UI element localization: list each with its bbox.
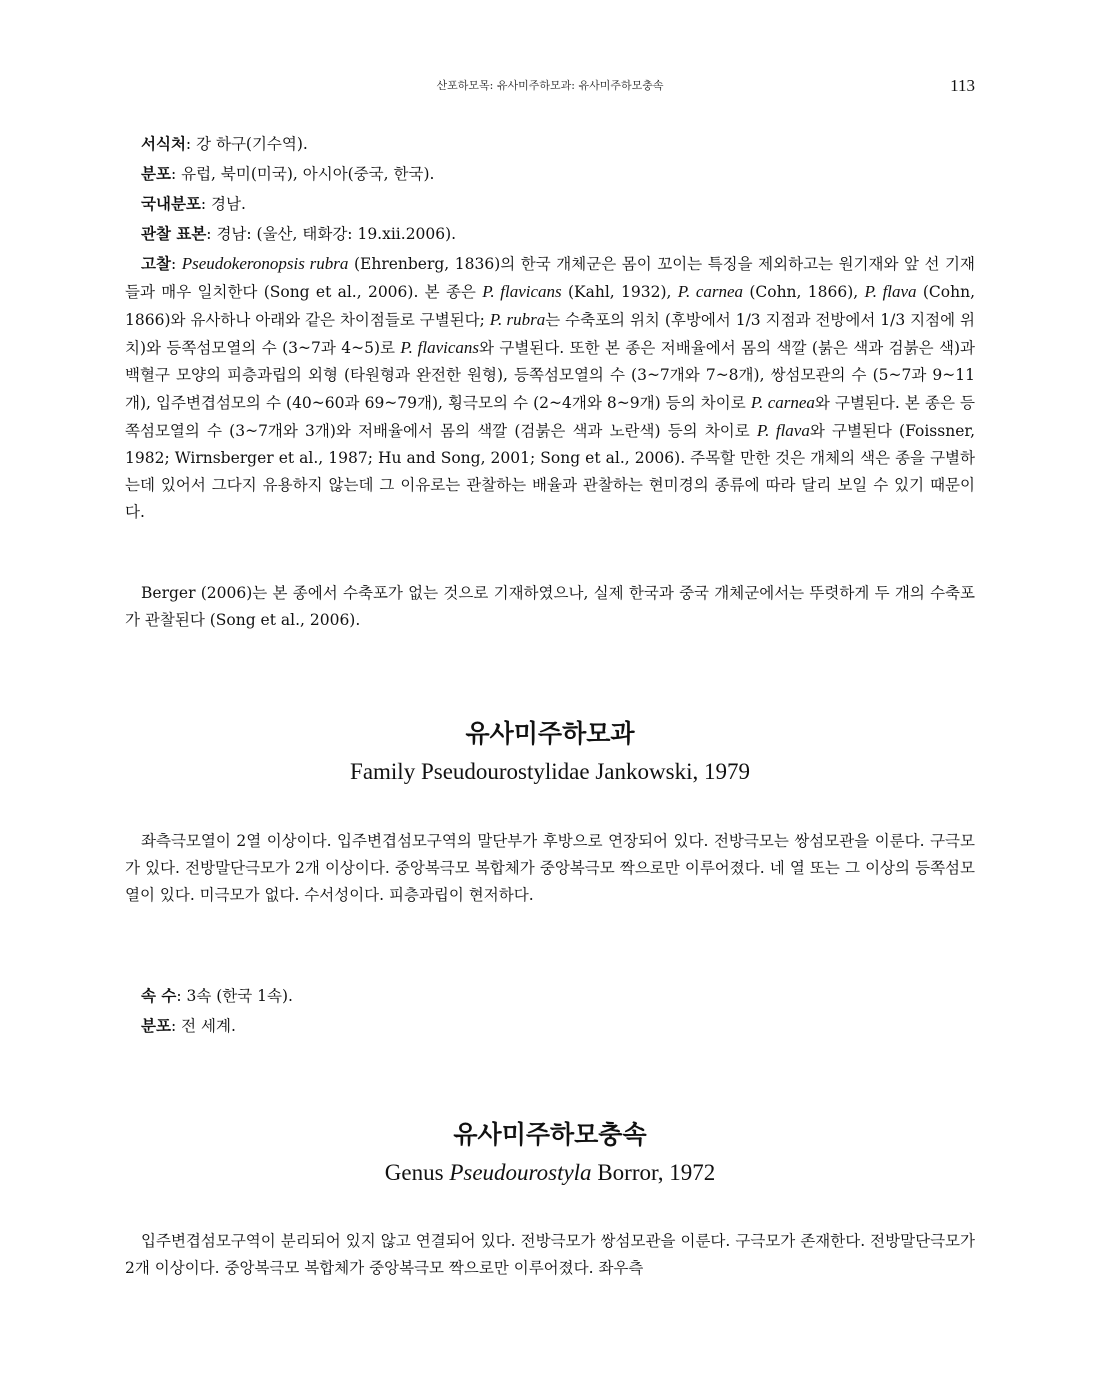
- genera-count-value: : 3속 (한국 1속).: [176, 987, 293, 1005]
- genus-title-suffix: Borror, 1972: [591, 1160, 716, 1185]
- genera-count-label: 속 수: [141, 986, 177, 1005]
- domestic-distribution-label: 국내분포: [141, 194, 201, 213]
- remarks-label: 고찰: [141, 254, 171, 273]
- remarks-paragraph: [125, 250, 975, 526]
- species-name: P. carnea: [750, 393, 815, 412]
- species-name: Pseudokeronopsis rubra: [181, 254, 349, 273]
- remarks-text: (Kahl, 1932),: [561, 283, 678, 301]
- berger-paragraph: Berger (2006)는 본 종에서 수축포가 없는 것으로 기재하였으나, 실제 한국과 중국 개체군에서는 뚜렷하게 두 개의 수축포가 관찰된다 (Song et al., 2006).: [125, 584, 975, 629]
- remarks-text: 는 수축포의 위치 (후방에서 1/3 지점과 전방에서 1/3 지점에 위치)와 등쪽섬모열의 수 (3~7과 4~5)로: [125, 311, 975, 357]
- genus-description: 입주변겹섬모구역이 분리되어 있지 않고 연결되어 있다. 전방극모가 쌍섬모관을 이룬다. 구극모가 존재한다. 전방말단극모가 2개 이상이다. 중앙복극모 복합체가 중앙복극모 짝으로만 이루어졌다. 좌우측: [125, 1232, 975, 1277]
- genus-title-prefix: Genus: [384, 1160, 450, 1185]
- family-distribution-line: [125, 1012, 975, 1040]
- genus-title-name: Pseudourostyla: [449, 1160, 592, 1185]
- distribution-line: [125, 160, 975, 188]
- domestic-distribution-value: : 경남.: [200, 195, 246, 213]
- family-title-korean: 유사미주하모과: [465, 719, 635, 748]
- family-title-english: Family Pseudourostylidae Jankowski, 1979: [350, 759, 750, 784]
- family-distribution-label: 분포: [141, 1016, 171, 1035]
- distribution-label: 분포: [141, 164, 171, 183]
- family-distribution-value: : 전 세계.: [170, 1017, 236, 1035]
- document-page: [125, 0, 975, 1400]
- remarks-text: 와 구별된다. 또한 본 종은 저배율에서 몸의 색깔 (붉은 색과 검붉은 색)과 백혈구 모양의 피층과립의 외형 (타원형과 완전한 원형), 등쪽섬모열의 수 (3~7개와 7~8개), 쌍섬모관의 수 (5~7과 9~11개), 입주변겹섬모의 수 (40~60과 69~79개), 횡극모의 수 (2~4개와 8~9개) 등의 차이로: [125, 339, 975, 412]
- specimen-line: [125, 220, 975, 248]
- remarks-text: (Ehrenberg, 1836)의 한국 개체군은 몸이 꼬이는 특징을 제외하고는 원기재와 앞 선 기재들과 매우 일치한다 (Song et al., 2006). 본 종은: [125, 255, 975, 301]
- habitat-line: [125, 130, 975, 158]
- habitat-value: : 강 하구(기수역).: [185, 135, 308, 153]
- species-name: P. rubra: [489, 310, 546, 329]
- species-name: P. flavicans: [482, 282, 562, 301]
- distribution-value: : 유럽, 북미(미국), 아시아(중국, 한국).: [170, 165, 435, 183]
- family-description: 좌측극모열이 2열 이상이다. 입주변겹섬모구역의 말단부가 후방으로 연장되어 있다. 전방극모는 쌍섬모관을 이룬다. 구극모가 있다. 전방말단극모가 2개 이상이다. 중앙복극모 복합체가 중앙복극모 짝으로만 이루어졌다. 네 열 또는 그 이상의 등쪽섬모열이 있다. 미극모가 없다. 수서성이다. 피층과립이 현저하다.: [125, 832, 975, 904]
- remarks-text: (Cohn, 1866)와 유사하나 아래와 같은 차이점들로 구별된다;: [125, 283, 975, 329]
- specimen-value: : 경남: (울산, 태화강: 19.xii.2006).: [206, 225, 457, 243]
- species-name: P. carnea: [677, 282, 744, 301]
- genus-title-korean: 유사미주하모충속: [453, 1120, 647, 1149]
- remarks-text: (Cohn, 1866),: [743, 283, 865, 301]
- remarks-text: 와 구별된다 (Foissner, 1982; Wirnsberger et al., 1987; Hu and Song, 2001; Song et al., 2006). 주목할 만한 것은 개체의 색은 종을 구별하는데 있어서 그다지 유용하지 않는데 그 이유로는 관찰하는 배율과 관찰하는 현미경의 종류에 따라 달리 보일 수 있기 때문이다.: [125, 422, 976, 521]
- running-header: [125, 76, 975, 96]
- species-name: P. flava: [756, 421, 810, 440]
- remarks-text: :: [170, 255, 182, 273]
- remarks-text: 와 구별된다. 본 종은 등쪽섬모열의 수 (3~7개와 3개)와 저배율에서 몸의 색깔 (검붉은 색과 노란색) 등의 차이로: [125, 394, 975, 440]
- species-name: P. flava: [864, 282, 917, 301]
- genera-count-line: [125, 982, 975, 1010]
- specimen-label: 관찰 표본: [141, 224, 207, 243]
- domestic-distribution-line: [125, 190, 975, 218]
- species-name: P. flavicans: [400, 338, 479, 357]
- genus-title-english: [125, 1158, 975, 1188]
- habitat-label: 서식처: [141, 134, 186, 153]
- running-title: 산포하모목: 유사미주하모과: 유사미주하모충속: [436, 79, 664, 92]
- page-number: 113: [950, 76, 975, 95]
